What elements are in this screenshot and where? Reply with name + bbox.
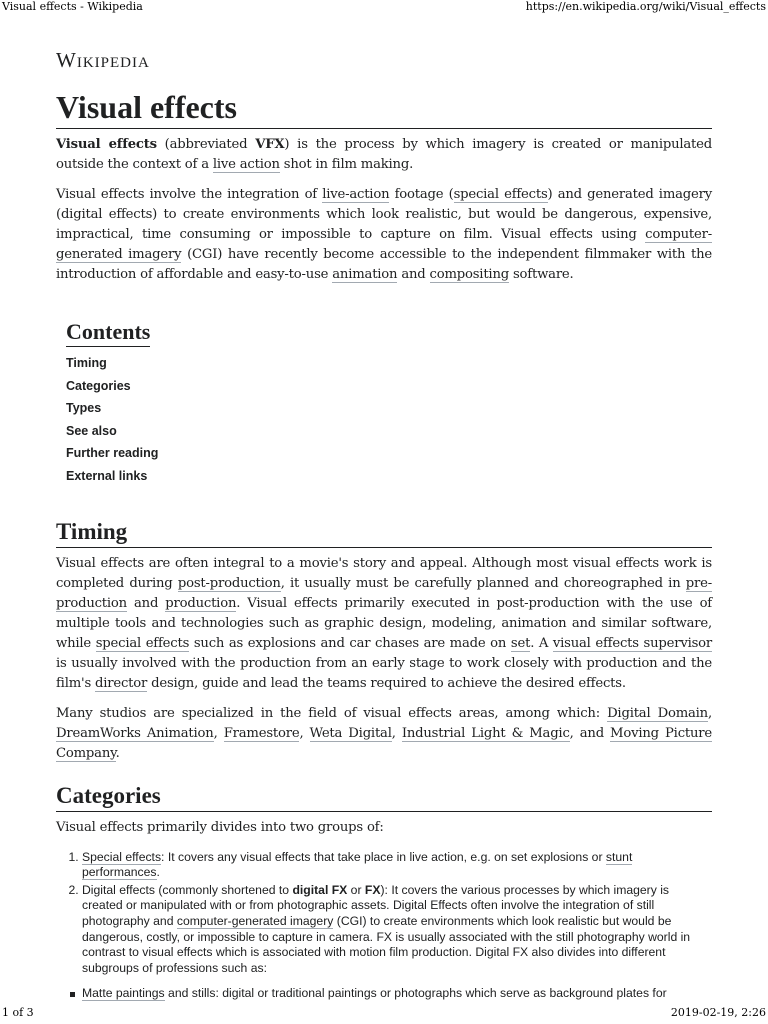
list-item: [82, 850, 712, 881]
link-framestore[interactable]: Framestore: [223, 725, 300, 741]
print-page-url: https://en.wikipedia.org/wiki/Visual_effects: [525, 0, 766, 13]
section-heading-timing: Timing: [56, 518, 712, 548]
toc-list: [66, 352, 712, 488]
text-span: Visual effects are often integral to a movie's story and appeal. Although most visual effects work is completed during: [56, 555, 712, 591]
intro-paragraph-1: [56, 135, 712, 175]
text-span: .: [156, 865, 160, 880]
bold-term: Visual effects: [56, 137, 157, 152]
list-item: [70, 986, 712, 1002]
text-span: , and: [569, 725, 611, 741]
table-of-contents: [66, 319, 712, 488]
link-director[interactable]: director: [95, 675, 148, 691]
toc-item-see-also[interactable]: See also: [66, 423, 117, 438]
link-special-effects[interactable]: Special effects: [82, 849, 162, 864]
intro-paragraph-2: [56, 185, 712, 285]
timing-paragraph-2: [56, 704, 712, 764]
bold-term: digital FX: [292, 882, 348, 897]
text-span: . A: [530, 635, 553, 651]
text-span: and: [126, 595, 166, 611]
text-span: or: [347, 882, 365, 897]
text-span: and: [397, 267, 430, 282]
link-animation[interactable]: animation: [332, 267, 398, 282]
toc-title: Contents: [66, 319, 150, 347]
link-dreamworks-animation[interactable]: DreamWorks Animation: [56, 725, 214, 741]
link-pre-production[interactable]: pre-production: [56, 575, 713, 611]
text-span: footage (: [389, 187, 454, 202]
section-heading-categories: Categories: [56, 782, 712, 812]
text-span: ) is the process by which imagery is created or manipulated outside the context of a: [56, 137, 713, 172]
text-span: software.: [508, 267, 574, 282]
text-span: ,: [213, 725, 224, 741]
text-span: Many studios are specialized in the field of visual effects areas, among which:: [56, 705, 608, 721]
text-span: ,: [707, 705, 712, 721]
list-item: [82, 883, 712, 977]
link-special-effects[interactable]: special effects: [453, 187, 548, 202]
link-digital-domain[interactable]: Digital Domain: [607, 705, 708, 721]
text-span: ,: [391, 725, 402, 741]
categories-intro: Visual effects primarily divides into two groups of:: [56, 819, 384, 835]
link-compositing[interactable]: compositing: [429, 267, 509, 282]
link-live-action[interactable]: live action: [212, 157, 280, 172]
link-live-action-footage[interactable]: live-action: [322, 187, 390, 202]
wikipedia-logo: Wikipedia: [56, 48, 150, 72]
link-production[interactable]: production: [165, 595, 237, 611]
link-matte-paintings[interactable]: Matte paintings: [82, 986, 165, 1001]
link-post-production[interactable]: post-production: [177, 575, 281, 591]
text-span: : It covers any visual effects that take place in live action, e.g. on set explosions or: [161, 849, 606, 864]
page-title: Visual effects: [56, 88, 712, 129]
article-page: [56, 46, 712, 1002]
text-span: Digital effects (commonly shortened to: [82, 882, 293, 897]
print-page-title: Visual effects - Wikipedia: [2, 0, 143, 13]
link-vfx-supervisor[interactable]: visual effects supervisor: [552, 635, 712, 651]
text-span: (abbreviated: [156, 137, 256, 152]
toc-item-types[interactable]: Types: [66, 401, 102, 416]
toc-item-timing[interactable]: Timing: [66, 356, 107, 370]
text-span: ,: [299, 725, 310, 741]
link-weta-digital[interactable]: Weta Digital: [309, 725, 392, 741]
link-stunt-performances[interactable]: stunt performances: [82, 849, 633, 880]
link-ilm[interactable]: Industrial Light & Magic: [401, 725, 570, 741]
text-span: Visual effects involve the integration of: [56, 187, 323, 202]
toc-item-external-links[interactable]: External links: [66, 468, 148, 483]
text-span: and stills: digital or traditional paintings or photographs which serve as background plates for: [164, 986, 667, 1001]
bold-term: VFX: [255, 137, 285, 152]
link-moving-picture-company[interactable]: Moving Picture Company: [56, 725, 712, 761]
text-span: (CGI) to create environments which look realistic but would be dangerous, costly, or impossible to capture in camera. FX is usually associated with the still photography world in contrast to visual effects which is associated with motion film production. Digital FX also divides into different subgroups of professions such as:: [82, 913, 691, 975]
text-span: . Visual effects primarily executed in post-production with the use of multiple tools and technologies such as graphic design, modeling, animation and similar software, while: [56, 595, 712, 651]
text-span: (CGI) have recently become accessible to the independent filmmaker with the introduction of affordable and easy-to-use: [56, 247, 712, 282]
text-span: is usually involved with the production from an early stage to work closely with production and the film's: [56, 655, 712, 691]
toc-item-categories[interactable]: Categories: [66, 378, 131, 393]
link-special-effects[interactable]: special effects: [95, 635, 190, 651]
text-span: .: [115, 745, 120, 761]
text-span: ) and generated imagery (digital effects) to create environments which look realistic, but would be dangerous, expensive, impractical, time consuming or impossible to capture on film. Visual effects using: [56, 187, 712, 242]
print-page-number: 1 of 3: [2, 1006, 34, 1019]
subgroups-list: [70, 986, 712, 1002]
print-footer: [0, 1006, 768, 1022]
text-span: such as explosions and car chases are made on: [189, 635, 511, 651]
link-set[interactable]: set: [510, 635, 531, 651]
text-span: , it usually must be carefully planned and choreographed in: [280, 575, 686, 591]
print-datetime: 2019-02-19, 2:26: [670, 1006, 766, 1019]
link-cgi[interactable]: computer-generated imagery: [176, 913, 334, 928]
toc-item-further-reading[interactable]: Further reading: [66, 446, 159, 461]
bold-term: FX: [364, 882, 381, 897]
print-header: [0, 0, 768, 16]
text-span: shot in film making.: [279, 157, 414, 172]
text-span: ): It covers the various processes by which imagery is created or manipulated with or from photographic assets. Digital Effects often involve the integration of still photography and: [82, 882, 670, 928]
categories-list: [56, 850, 712, 977]
text-span: design, guide and lead the teams required to achieve the desired effects.: [147, 675, 626, 691]
timing-paragraph-1: [56, 554, 712, 694]
link-cgi[interactable]: computer-generated imagery: [56, 227, 712, 262]
